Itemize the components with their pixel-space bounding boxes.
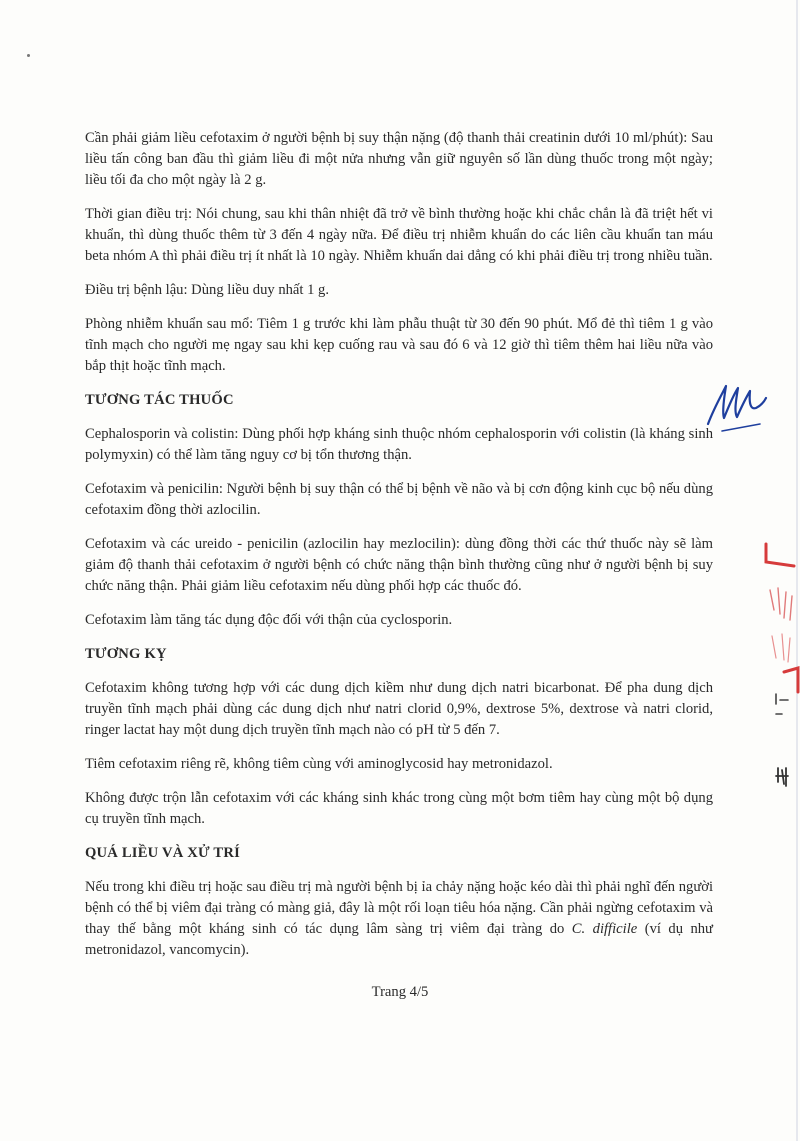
paragraph-treatment-duration: Thời gian điều trị: Nói chung, sau khi thân nhiệt đã trở về bình thường hoặc khi chắc chắn là đã triệt hết vi khuẩn, thì dùng thuốc thêm từ 3 đến 4 ngày nữa. Để điều trị nhiễm khuẩn do các liên cầu khuẩn tan máu beta nhóm A thì phải điều trị ít nhất là 10 ngày. Nhiễm khuẩn dai dẳng có khi phải điều trị trong nhiều tuần. bbox=[85, 206, 713, 264]
overdose-text-end: (ví dụ như metronidazol, vancomycin). bbox=[85, 921, 713, 958]
paragraph-alkaline-solutions: Cefotaxim không tương hợp với các dung dịch kiềm như dung dịch natri bicarbonat. Để pha dung dịch truyền tĩnh mạch phải dùng các dung dịch như natri clorid 0,9%, dextrose 5%, dextrose và natri clorid, ringer lactat hay một dung dịch truyền tĩnh mạch nào có pH từ 5 đến 7. bbox=[85, 680, 713, 738]
heading-overdose: QUÁ LIỀU VÀ XỬ TRÍ bbox=[85, 845, 240, 861]
paragraph-no-mixing: Không được trộn lẫn cefotaxim với các kháng sinh khác trong cùng một bơm tiêm hay cùng một bộ dụng cụ truyền tĩnh mạch. bbox=[85, 790, 713, 827]
paragraph-penicilin: Cefotaxim và penicilin: Người bệnh bị suy thận có thể bị bệnh về não và bị cơn động kinh cục bộ nếu dùng cefotaxim đồng thời azlocilin. bbox=[85, 481, 713, 518]
paragraph-separate-injection: Tiêm cefotaxim riêng rẽ, không tiêm cùng với aminoglycosid hay metronidazol. bbox=[85, 756, 553, 772]
organism-name: C. difficile bbox=[571, 921, 638, 937]
page-content bbox=[85, 128, 713, 974]
paragraph-overdose bbox=[85, 877, 713, 961]
paragraph-ureido-penicilin: Cefotaxim và các ureido - penicilin (azlocilin hay mezlocilin): dùng đồng thời các thứ thuốc này sẽ làm giảm độ thanh thải cefotaxim ở người bệnh có chức năng thận bình thường cũng như ở người bệnh bị suy chức năng thận. Phải giảm liều cefotaxim nếu dùng phối hợp các thuốc đó. bbox=[85, 536, 713, 594]
overdose-text-start: Nếu trong khi điều trị hoặc sau điều trị mà người bệnh bị ỉa chảy nặng hoặc kéo dài thì phải nghĩ đến người bệnh có thể bị viêm đại tràng có màng giả, đây là một rối loạn tiêu hóa nặng. Cần phải ngừng cefotaxim và thay thế bằng một kháng sinh có tác dụng lâm sàng trị viêm đại tràng do bbox=[85, 879, 713, 937]
signature-initials-icon bbox=[700, 378, 780, 438]
heading-drug-interactions: TƯƠNG TÁC THUỐC bbox=[85, 392, 234, 408]
paragraph-colistin: Cephalosporin và colistin: Dùng phối hợp kháng sinh thuộc nhóm cephalosporin với colistin (là kháng sinh polymyxin) có thể làm tăng nguy cơ bị tổn thương thận. bbox=[85, 426, 713, 463]
paragraph-cyclosporin: Cefotaxim làm tăng tác dụng độc đối với thận của cyclosporin. bbox=[85, 612, 453, 628]
stamp-fragment-icon bbox=[760, 540, 800, 700]
scan-speck bbox=[27, 54, 30, 57]
margin-mark-icon bbox=[770, 690, 794, 800]
paragraph-surgical-prophylaxis: Phòng nhiễm khuẩn sau mổ: Tiêm 1 g trước khi làm phẫu thuật từ 30 đến 90 phút. Mổ đẻ thì tiêm 1 g vào tĩnh mạch cho người mẹ ngay sau khi kẹp cuống rau và sau đó 6 và 12 giờ thì tiêm thêm hai liều nữa vào bắp thịt hoặc tĩnh mạch. bbox=[85, 316, 713, 374]
paragraph-renal-dosage: Cần phải giảm liều cefotaxim ở người bệnh bị suy thận nặng (độ thanh thải creatinin dưới 10 ml/phút): Sau liều tấn công ban đầu thì giảm liều đi một nửa nhưng vẫn giữ nguyên số lần dùng thuốc trong một ngày; liều tối đa cho một ngày là 2 g. bbox=[85, 130, 713, 188]
heading-incompatibility: TƯƠNG KỴ bbox=[85, 646, 167, 662]
paragraph-gonorrhea: Điều trị bệnh lậu: Dùng liều duy nhất 1 g. bbox=[85, 282, 329, 298]
page-number: Trang 4/5 bbox=[371, 984, 429, 1000]
